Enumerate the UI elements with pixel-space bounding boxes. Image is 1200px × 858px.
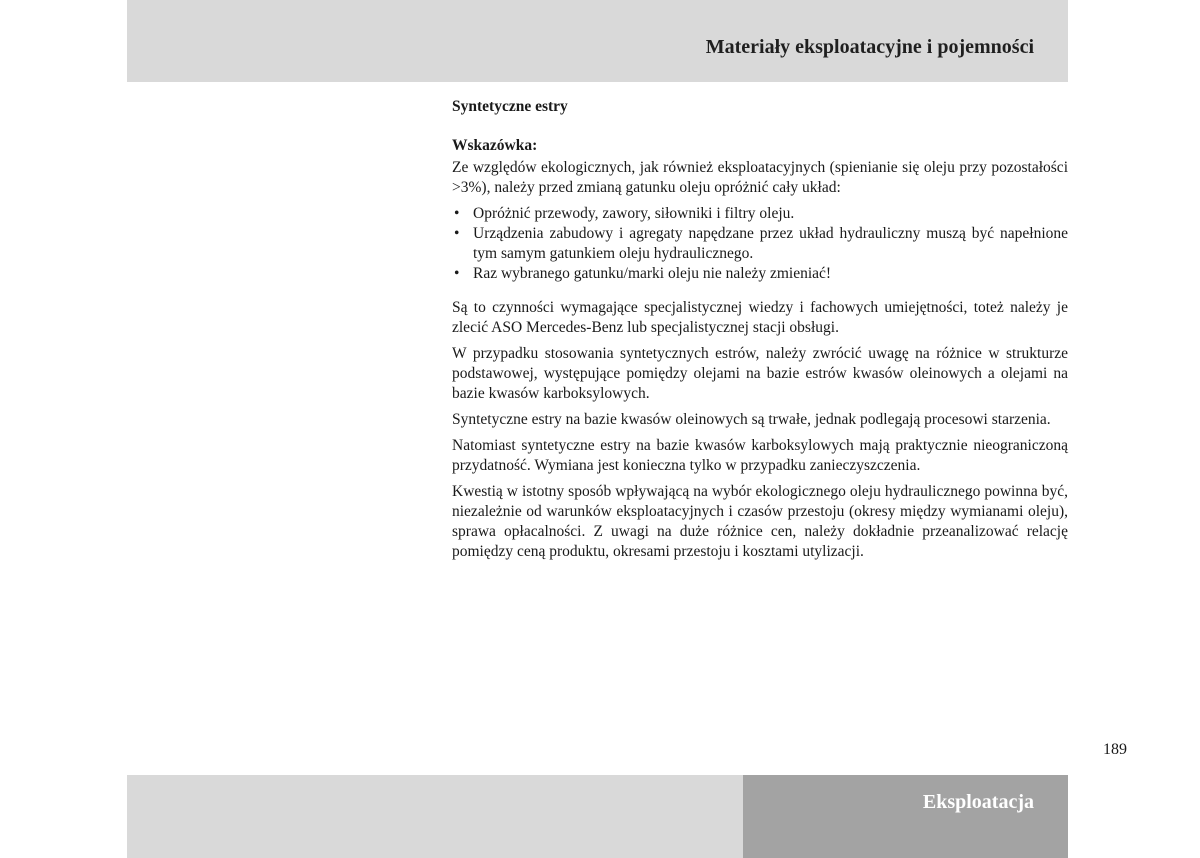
- paragraph: Natomiast syntetyczne estry na bazie kwasów karboksylowych mają praktycznie nieograniczoną przydatność. Wymiana jest konieczna tylko w przypadku zanieczyszczenia.: [452, 437, 1068, 474]
- bullet-list: [452, 204, 1068, 284]
- page-header: [127, 0, 1068, 82]
- list-item: [452, 204, 1068, 224]
- bullet-icon: •: [454, 205, 460, 222]
- list-item: [452, 224, 1068, 264]
- section-heading: Syntetyczne estry: [452, 98, 568, 115]
- footer-band: [127, 775, 743, 858]
- main-content: [452, 97, 1068, 568]
- note-heading: Wskazówka:: [452, 137, 538, 154]
- bullet-icon: •: [454, 265, 460, 282]
- paragraph: Syntetyczne estry na bazie kwasów oleinowych są trwałe, jednak podlegają procesowi starzenia.: [452, 411, 1051, 428]
- section-tab: [743, 775, 1068, 858]
- list-item: [452, 264, 1068, 284]
- paragraph: Są to czynności wymagające specjalistycznej wiedzy i fachowych umiejętności, toteż należy je zlecić ASO Mercedes-Benz lub specjalistycznej stacji obsługi.: [452, 299, 1068, 336]
- paragraph: W przypadku stosowania syntetycznych estrów, należy zwrócić uwagę na różnice w strukturze podstawowej, występujące pomiędzy olejami na bazie estrów kwasów oleinowych a olejami na bazie kwasów karboksylowych.: [452, 345, 1068, 402]
- page-number: 189: [1103, 741, 1127, 758]
- paragraph: Kwestią w istotny sposób wpływającą na wybór ekologicznego oleju hydraulicznego powinna być, niezależnie od warunków eksploatacyjnych i czasów przestoju (okresy między wymianami oleju), sprawa opłacalności. Z uwagi na duże różnice cen, należy dokładnie przeanalizować relację pomiędzy ceną produktu, okresami przestoju i kosztami utylizacji.: [452, 483, 1068, 560]
- bullet-icon: •: [454, 225, 460, 242]
- note-intro: Ze względów ekologicznych, jak również eksploatacyjnych (spienianie się oleju przy pozostałości >3%), należy przed zmianą gatunku oleju opróżnić cały układ:: [452, 159, 1068, 196]
- bullet-text: Raz wybranego gatunku/marki oleju nie należy zmieniać!: [473, 265, 832, 282]
- section-tab-label: Eksploatacja: [922, 791, 1034, 813]
- bullet-text: Urządzenia zabudowy i agregaty napędzane przez układ hydrauliczny muszą być napełnione tym samym gatunkiem oleju hydraulicznego.: [473, 225, 1068, 262]
- page-title: Materiały eksploatacyjne i pojemności: [705, 36, 1034, 58]
- bullet-text: Opróżnić przewody, zawory, siłowniki i filtry oleju.: [473, 205, 795, 222]
